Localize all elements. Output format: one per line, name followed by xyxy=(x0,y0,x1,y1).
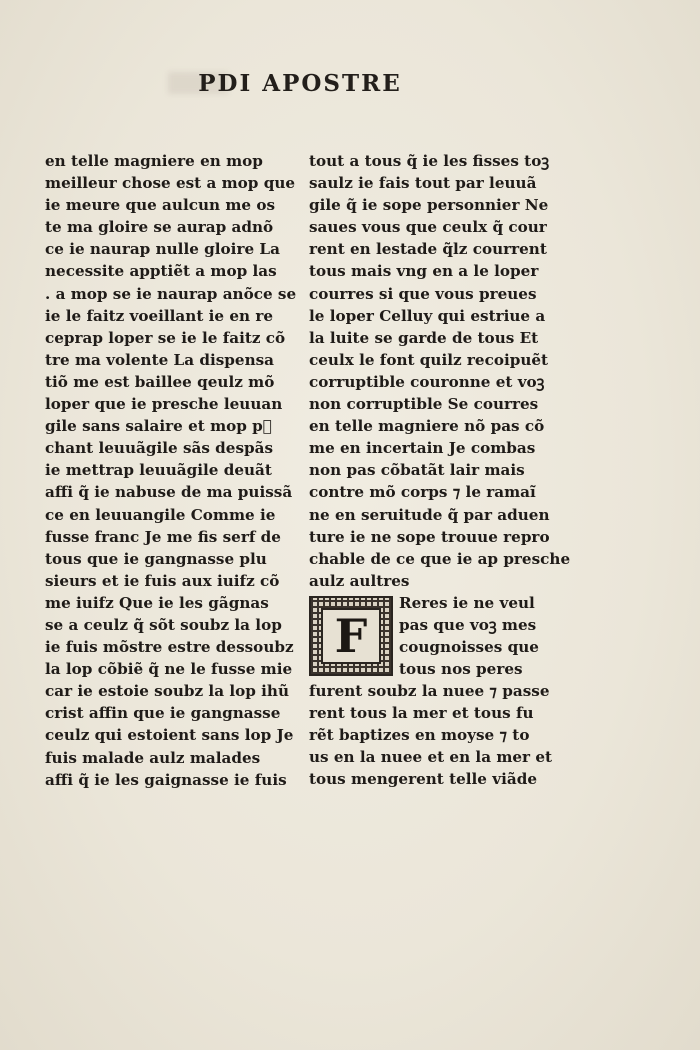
text-line: se a ceulz q̃ sõt soubz la lop xyxy=(45,615,282,634)
text-line: ture ie ne sope trouue repro xyxy=(309,527,550,546)
text-line: affi q̃ ie les gaignasse ie fuis xyxy=(45,770,287,789)
right-column-bottom-text xyxy=(309,680,553,790)
text-line: tous mais vng en a le loper xyxy=(309,262,539,281)
text-line: non corruptible Se courres xyxy=(309,395,539,414)
text-line: saulz ie fais tout par leuuã xyxy=(309,174,537,193)
text-line: tous que ie gangnasse plu xyxy=(45,549,267,568)
text-line: chable de ce que ie ap presche xyxy=(309,549,571,568)
text-line: le loper Celluy qui estriue a xyxy=(309,306,546,325)
text-line: saues vous que ceulx q̃ cour xyxy=(309,218,547,237)
text-line: la lop cõbiẽ q̃ ne le fusse mie xyxy=(45,660,293,679)
text-line: affi q̃ ie nabuse de ma puissã xyxy=(45,483,293,502)
text-line: aulz aultres xyxy=(309,571,410,590)
text-line: fuis malade aulz malades xyxy=(45,748,261,767)
text-line: ceprap loper se ie le faitz cõ xyxy=(45,328,286,347)
text-line: ie mettrap leuuãgile deuãt xyxy=(45,461,272,480)
text-line: ceulz qui estoient sans lop Je xyxy=(45,726,294,745)
woodcut-initial xyxy=(309,596,393,676)
text-line: ie meure que aulcun me os xyxy=(45,196,276,215)
text-line: fusse franc Je me fis serf de xyxy=(45,527,281,546)
text-line: rent en lestade q̃lz courrent xyxy=(309,240,547,259)
text-line: car ie estoie soubz la lop ihũ xyxy=(45,682,289,701)
text-line: en telle magniere en mop xyxy=(45,152,263,170)
text-line: tiõ me est baillee qeulz mõ xyxy=(45,372,275,391)
text-line: furent soubz la nuee ⁊ passe xyxy=(309,681,550,700)
initial-letter: F xyxy=(334,608,368,663)
text-line: ceulx le font quilz recoipuẽt xyxy=(309,350,549,369)
text-line: cougnoisses que xyxy=(399,638,539,657)
text-line: us en la nuee et en la mer et xyxy=(309,748,553,767)
text-line: meilleur chose est a mop que xyxy=(45,174,296,193)
text-line: me iuifz Que ie les gãgnas xyxy=(45,593,269,612)
running-head: PDI APOSTRE xyxy=(198,70,402,97)
initial-adjacent-text xyxy=(399,592,539,680)
text-line: rẽt baptizes en moyse ⁊ to xyxy=(309,726,530,745)
text-line: chant leuuãgile sãs despãs xyxy=(45,439,274,458)
text-line: tous mengerent telle viãde xyxy=(309,770,537,789)
text-line: Reres ie ne veul xyxy=(399,593,535,612)
text-line: tous nos peres xyxy=(399,660,523,679)
text-line: tre ma volente La dispensa xyxy=(45,350,275,369)
right-column-top-text xyxy=(309,150,571,592)
text-line: necessite apptiẽt a mop las xyxy=(45,262,277,281)
text-line: ie le faitz voeillant ie en re xyxy=(45,306,273,325)
text-line: tout a tous q̃ ie les fisses toꝫ xyxy=(309,152,550,170)
text-line: crist affin que ie gangnasse xyxy=(45,704,281,723)
text-line: ne en seruitude q̃ par aduen xyxy=(309,505,550,524)
text-line: gile q̃ ie sope personnier Ne xyxy=(309,196,549,215)
text-line: te ma gloire se aurap adnõ xyxy=(45,218,274,237)
text-line: me en incertain Je combas xyxy=(309,439,536,458)
text-line: non pas cõbatãt lair mais xyxy=(309,461,525,480)
text-line: corruptible couronne et voꝫ xyxy=(309,372,545,391)
text-line: . a mop se ie naurap anõce se xyxy=(45,284,297,303)
right-column xyxy=(309,150,571,790)
text-line: sieurs et ie fuis aux iuifz cõ xyxy=(45,571,280,590)
text-line: ie fuis mõstre estre dessoubz xyxy=(45,638,294,657)
text-line: pas que voꝫ mes xyxy=(399,615,537,634)
text-line: la luite se garde de tous Et xyxy=(309,328,539,347)
text-line: contre mõ corps ⁊ le ramaĩ xyxy=(309,483,536,502)
initial-frame xyxy=(321,608,381,664)
text-line: ce ie naurap nulle gloire La xyxy=(45,240,280,259)
text-line: gile sans salaire et mop pᷓ xyxy=(45,417,272,436)
text-line: loper que ie presche leuuan xyxy=(45,395,283,414)
text-line: rent tous la mer et tous fu xyxy=(309,703,534,722)
left-column xyxy=(45,150,297,791)
text-line: ce en leuuangile Comme ie xyxy=(45,505,276,524)
decorated-initial-block xyxy=(309,592,539,680)
text-line: en telle magniere nõ pas cõ xyxy=(309,417,545,436)
text-line: courres si que vous preues xyxy=(309,284,537,303)
